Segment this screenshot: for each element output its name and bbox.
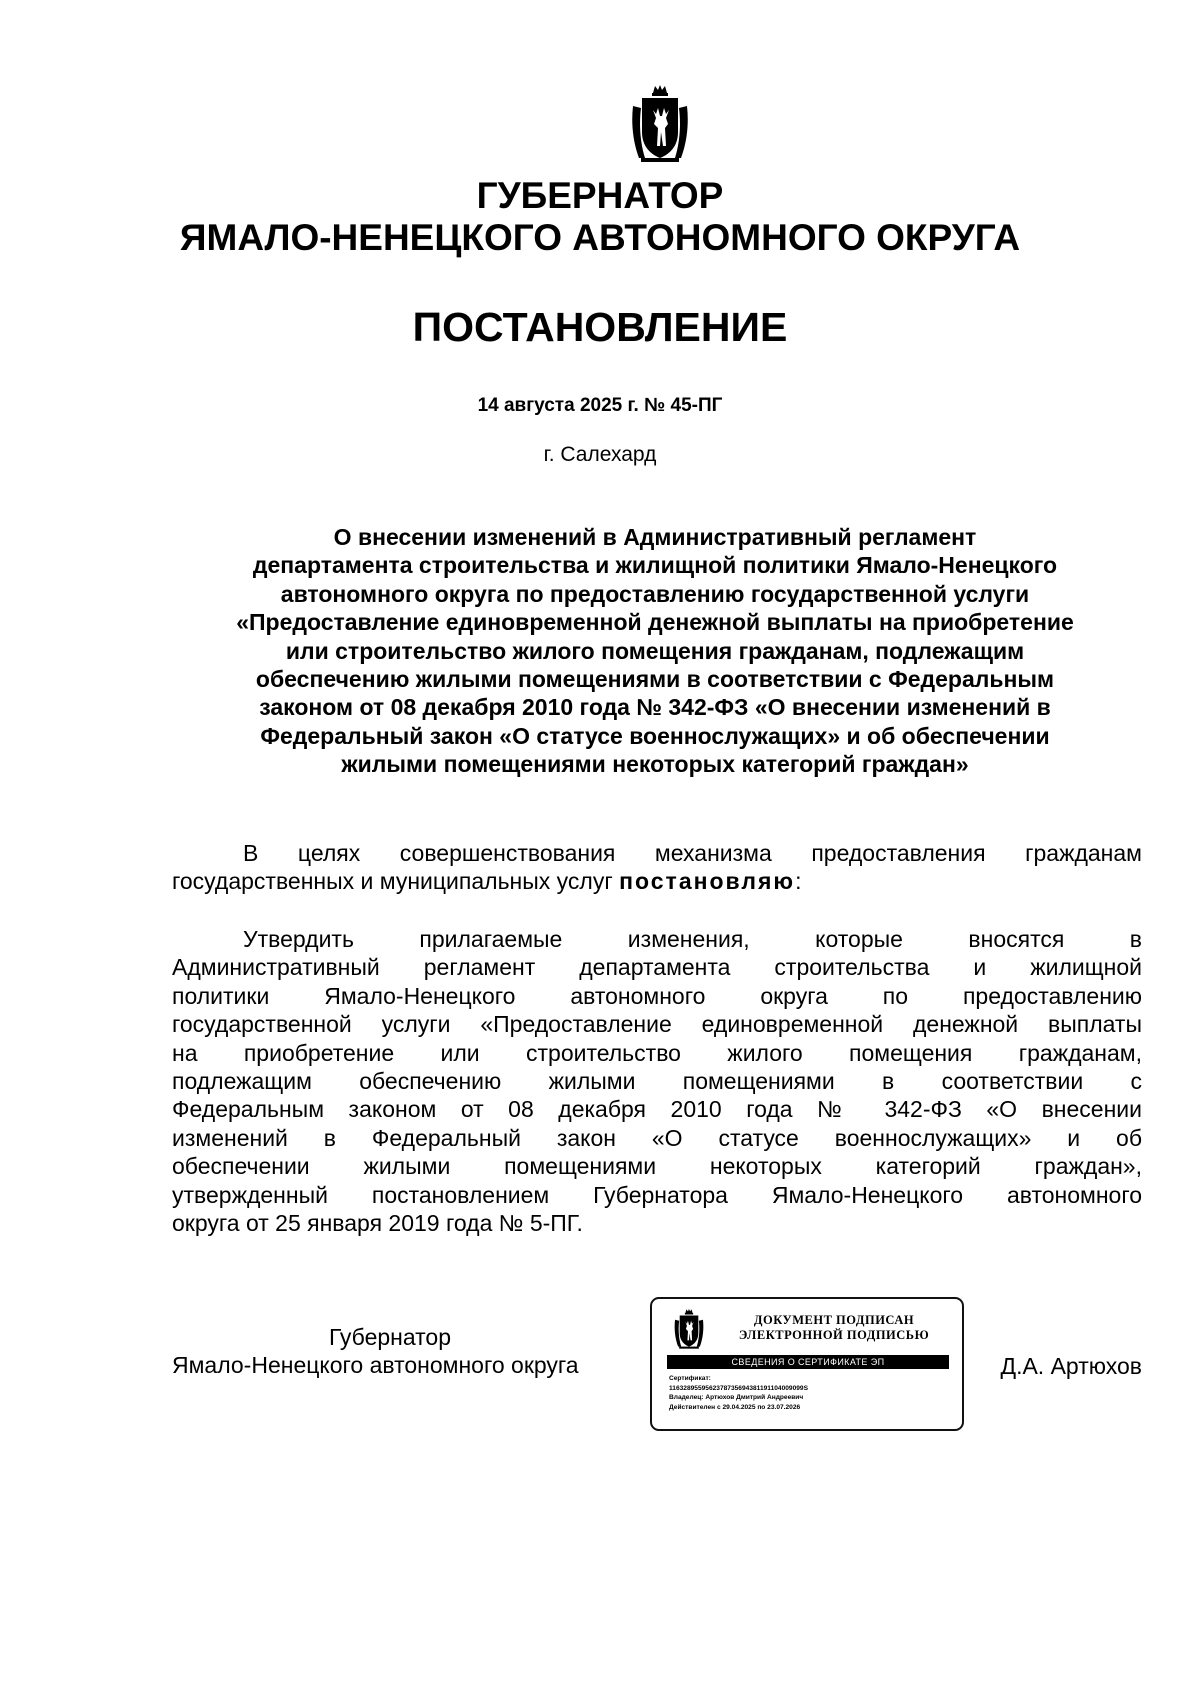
certificate-details bbox=[669, 1374, 959, 1412]
authority-title: ГУБЕРНАТОР bbox=[476, 175, 724, 216]
resolution-line: государственной услуги «Предоставление единовременной денежной выплаты bbox=[172, 1011, 1142, 1038]
preamble-line: В целях совершенствования механизма предоставления гражданам bbox=[243, 840, 1142, 866]
stamp-title bbox=[708, 1313, 960, 1343]
subject-line: О внесении изменений в Административный регламент bbox=[333, 524, 977, 550]
subject-line: «Предоставление единовременной денежной выплаты на приобретение bbox=[236, 609, 1074, 636]
preamble-paragraph bbox=[172, 839, 1142, 896]
resolution-line: Административный регламент департамента строительства и жилищной bbox=[172, 954, 1142, 981]
signatory-title: Губернатор bbox=[329, 1324, 452, 1350]
resolution-line: Утвердить прилагаемые изменения, которые вносятся в bbox=[243, 926, 1142, 952]
resolution-line: на приобретение или строительство жилого помещения гражданам, bbox=[172, 1039, 1142, 1066]
certificate-number: 1163289559562378735694381191104009099S bbox=[669, 1384, 808, 1392]
document-type: ПОСТАНОВЛЕНИЕ bbox=[412, 304, 788, 350]
resolution-paragraph bbox=[172, 925, 1142, 1237]
signatory-position bbox=[172, 1323, 638, 1380]
stamp-title-line: ЭЛЕКТРОННОЙ ПОДПИСЬЮ bbox=[738, 1328, 930, 1342]
resolution-line: утвержденный постановлением Губернатора Ямало-Ненецкого автономного bbox=[172, 1181, 1142, 1208]
certificate-validity: Действителен с 29.04.2025 по 23.07.2026 bbox=[669, 1403, 801, 1411]
document-city: г. Салехард bbox=[543, 443, 657, 466]
subject-line: или строительство жилого помещения гражданам, подлежащим bbox=[285, 637, 1025, 664]
resolution-keyword: постановляю bbox=[619, 868, 796, 895]
preamble-line bbox=[172, 867, 1142, 895]
preamble-colon: : bbox=[795, 868, 802, 895]
subject-line: законом от 08 декабря 2010 года № 342-ФЗ «О внесении изменений в bbox=[259, 694, 1051, 721]
signatory-name: Д.А. Артюхов bbox=[1000, 1353, 1142, 1379]
subject-line: департамента строительства и жилищной политики Ямало-Ненецкого bbox=[252, 552, 1058, 579]
signatory-region: Ямало-Ненецкого автономного округа bbox=[172, 1352, 579, 1379]
stamp-title-line: ДОКУМЕНТ ПОДПИСАН bbox=[753, 1313, 915, 1327]
certificate-owner: Владелец: Артюхов Дмитрий Андреевич bbox=[669, 1394, 804, 1401]
stamp-coat-of-arms-icon bbox=[674, 1307, 704, 1351]
resolution-line: Федеральным законом от 08 декабря 2010 года № 342-ФЗ «О внесении bbox=[172, 1096, 1142, 1123]
resolution-line: округа от 25 января 2019 года № 5-ПГ. bbox=[172, 1210, 583, 1237]
preamble-text: государственных и муниципальных услуг bbox=[172, 868, 620, 895]
subject-line: автономного округа по предоставлению государственной услуги bbox=[280, 580, 1030, 607]
certificate-info-bar: СВЕДЕНИЯ О СЕРТИФИКАТЕ ЭП bbox=[667, 1355, 949, 1369]
resolution-line: обеспечении жилыми помещениями некоторых категорий граждан», bbox=[172, 1153, 1142, 1180]
resolution-line: изменений в Федеральный закон «О статусе военнослужащих» и об bbox=[172, 1124, 1142, 1151]
authority-region: ЯМАЛО-НЕНЕЦКОГО АВТОНОМНОГО ОКРУГА bbox=[179, 217, 1021, 258]
resolution-line: подлежащим обеспечению жилыми помещениями в соответствии с bbox=[172, 1068, 1142, 1095]
subject-line: Федеральный закон «О статусе военнослужащих» и об обеспечении bbox=[260, 722, 1050, 749]
coat-of-arms-icon bbox=[631, 84, 689, 164]
document-subject bbox=[150, 523, 1160, 779]
subject-line: обеспечению жилыми помещениями в соответствии с Федеральным bbox=[255, 666, 1055, 693]
e-signature-stamp bbox=[650, 1297, 964, 1431]
resolution-line: политики Ямало-Ненецкого автономного округа по предоставлению bbox=[172, 982, 1142, 1009]
subject-line: жилыми помещениями некоторых категорий граждан» bbox=[341, 751, 969, 778]
certificate-label: Сертификат: bbox=[669, 1375, 711, 1382]
document-date-number: 14 августа 2025 г. № 45-ПГ bbox=[477, 395, 723, 416]
